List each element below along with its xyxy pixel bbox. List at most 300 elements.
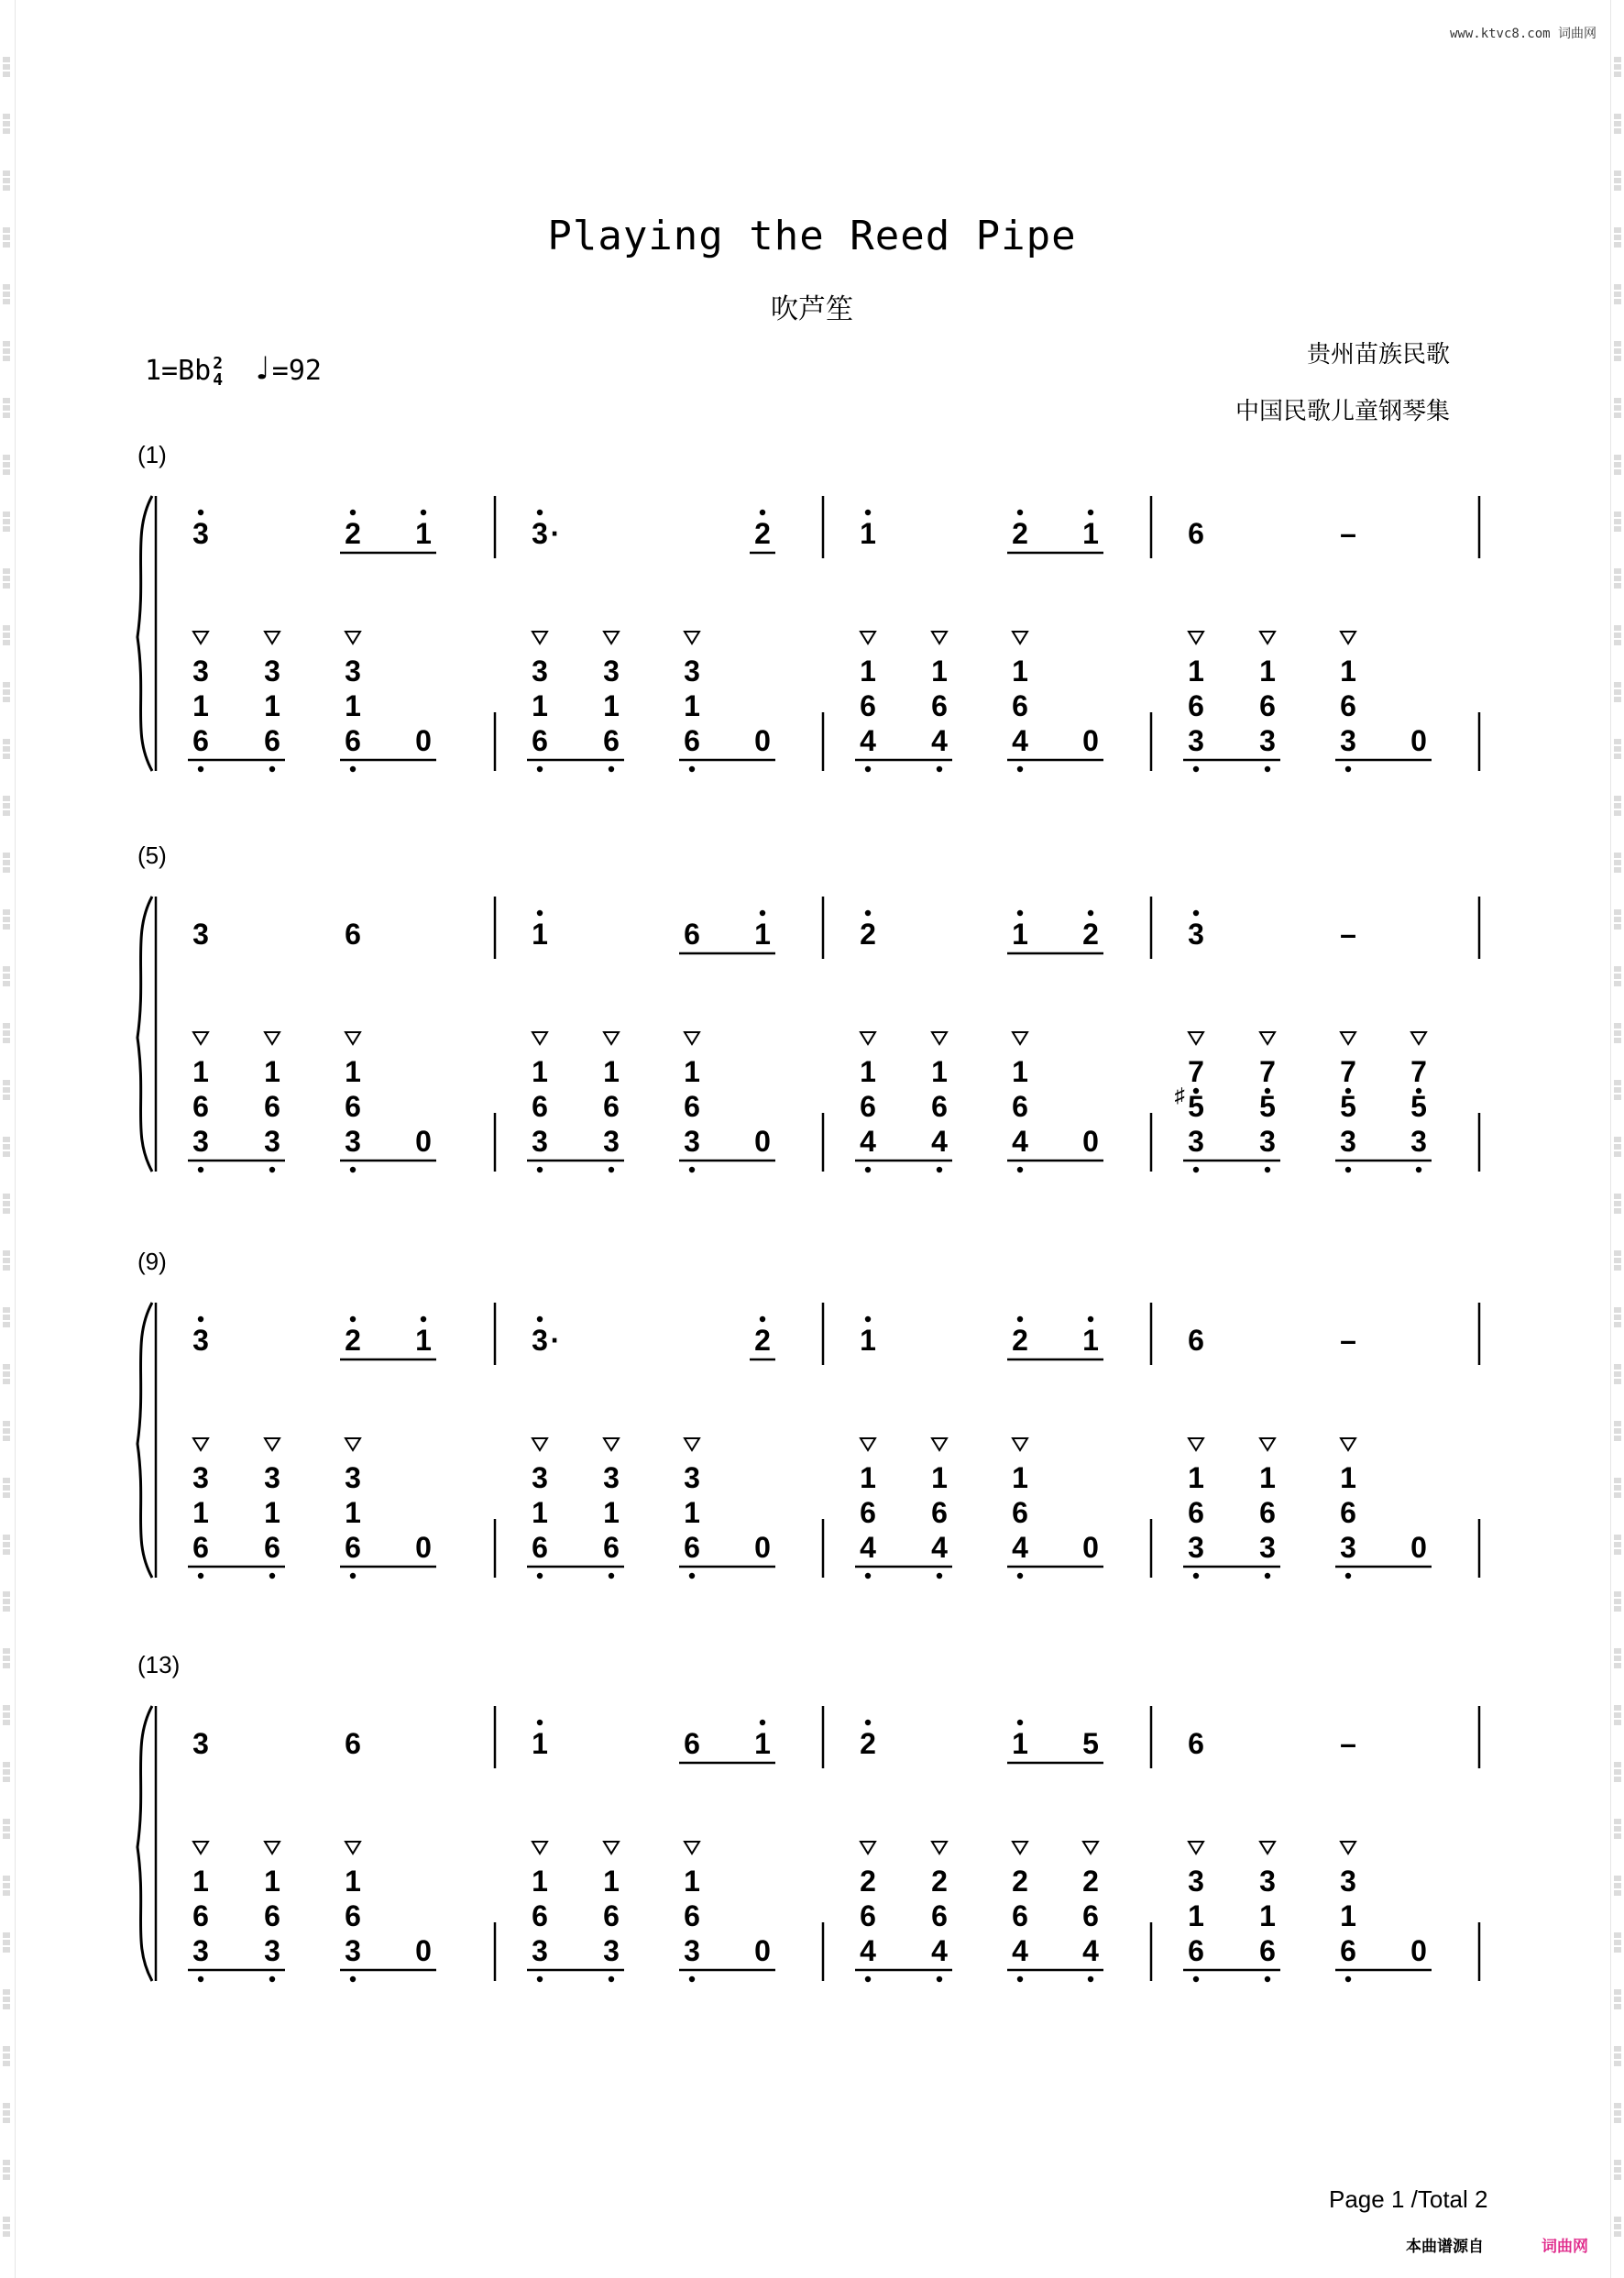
high-octave-dot: [1193, 910, 1199, 916]
low-octave-dot: [1265, 1573, 1270, 1579]
low-octave-dot: [269, 1976, 275, 1982]
song-collection: 中国民歌儿童钢琴集: [1234, 398, 1450, 425]
chord-note: 4: [1012, 1531, 1028, 1564]
chord-note: 6: [192, 1899, 209, 1932]
melody-note: 1: [1082, 517, 1099, 550]
accent-triangle-icon: [532, 1842, 547, 1854]
chord-note: 6: [532, 1899, 548, 1932]
accent-triangle-icon: [1341, 632, 1355, 644]
chord-note: 1: [860, 655, 876, 688]
melody-note: 3: [1188, 918, 1204, 951]
melody-note: 1: [532, 918, 548, 951]
chord-note: 6: [1340, 1496, 1356, 1529]
low-octave-dot: [1416, 1167, 1421, 1172]
accent-triangle-icon: [265, 632, 280, 644]
accent-triangle-icon: [1260, 1438, 1275, 1450]
accent-triangle-icon: [1189, 1438, 1203, 1450]
high-octave-dot: [537, 1316, 543, 1322]
low-octave-dot: [1265, 1167, 1270, 1172]
chord-note: 6: [684, 724, 700, 757]
low-octave-dot: [609, 766, 614, 772]
chord-note: 0: [415, 724, 432, 757]
accent-triangle-icon: [685, 1842, 699, 1854]
chord-note: 6: [345, 1899, 361, 1932]
chord-note: 4: [860, 1125, 876, 1158]
accent-triangle-icon: [1260, 1032, 1275, 1044]
chord-note: 3: [684, 1461, 700, 1494]
chord-note: 2: [931, 1865, 948, 1898]
chord-note: 1: [345, 1055, 361, 1088]
accent-triangle-icon: [532, 632, 547, 644]
chord-note: 6: [532, 724, 548, 757]
chord-note: 7: [1340, 1055, 1356, 1088]
accent-triangle-icon: [861, 1438, 875, 1450]
chord-note: 6: [860, 1090, 876, 1123]
chord-note: 0: [1082, 1531, 1099, 1564]
chord-note: 6: [1188, 1496, 1204, 1529]
chord-note: 6: [1188, 689, 1204, 722]
melody-note: 2: [345, 1324, 361, 1357]
chord-note: 3: [532, 1461, 548, 1494]
chord-note: 3: [603, 1934, 620, 1967]
chord-note: 6: [345, 1531, 361, 1564]
melody-note: 5: [1082, 1727, 1099, 1760]
chord-note: 6: [684, 1899, 700, 1932]
chord-note: 1: [264, 689, 280, 722]
melody-note: 6: [345, 918, 361, 951]
chord-note: 6: [1012, 689, 1028, 722]
chord-note: 6: [1340, 1934, 1356, 1967]
chord-note: 1: [603, 1496, 620, 1529]
accent-triangle-icon: [685, 632, 699, 644]
chord-note: 4: [1012, 1934, 1028, 1967]
chord-note: 3: [1340, 1865, 1356, 1898]
chord-note: 3: [345, 1125, 361, 1158]
chord-note: 1: [345, 689, 361, 722]
melody-note: 1: [1082, 1324, 1099, 1357]
high-octave-dot: [760, 1316, 765, 1322]
low-octave-dot: [269, 1167, 275, 1172]
chord-note: 5: [1340, 1090, 1356, 1123]
low-octave-dot: [689, 1573, 695, 1579]
chord-note: 3: [684, 1934, 700, 1967]
high-octave-dot: [865, 1720, 871, 1725]
chord-note: 0: [754, 1125, 771, 1158]
low-octave-dot: [689, 1167, 695, 1172]
low-octave-dot: [1345, 1573, 1351, 1579]
chord-note: 3: [1188, 1865, 1204, 1898]
low-octave-dot: [1345, 1976, 1351, 1982]
melody-note: 3: [532, 1324, 548, 1357]
chord-note: 3: [192, 1125, 209, 1158]
low-octave-dot: [198, 1976, 203, 1982]
low-octave-dot: [537, 1976, 543, 1982]
high-octave-dot: [1017, 910, 1023, 916]
chord-note: 6: [1012, 1899, 1028, 1932]
accent-triangle-icon: [1260, 632, 1275, 644]
chord-note: 1: [1259, 1899, 1276, 1932]
chord-note: 4: [860, 1934, 876, 1967]
chord-note: 1: [192, 689, 209, 722]
low-octave-dot: [1345, 766, 1351, 772]
chord-note: 4: [1012, 1125, 1028, 1158]
chord-note: 4: [931, 724, 948, 757]
chord-note: 2: [1012, 1865, 1028, 1898]
chord-note: 7: [1410, 1055, 1427, 1088]
chord-note: 6: [860, 1899, 876, 1932]
chord-note: 6: [603, 1531, 620, 1564]
high-octave-dot: [537, 510, 543, 515]
low-octave-dot: [1088, 1976, 1093, 1982]
low-octave-dot: [198, 766, 203, 772]
high-octave-dot: [865, 1316, 871, 1322]
measure-number: (1): [137, 441, 167, 468]
measure-number: (13): [137, 1651, 181, 1678]
measure-number: (5): [137, 842, 167, 869]
accent-triangle-icon: [1083, 1842, 1098, 1854]
chord-note: 0: [754, 1531, 771, 1564]
melody-note: 2: [860, 1727, 876, 1760]
chord-note: 1: [684, 689, 700, 722]
page-number: Page 1 /Total 2: [1329, 2185, 1488, 2213]
chord-note: 6: [264, 1531, 280, 1564]
accent-triangle-icon: [532, 1032, 547, 1044]
melody-note: 2: [754, 1324, 771, 1357]
chord-note: 3: [345, 1934, 361, 1967]
chord-note: 1: [931, 1055, 948, 1088]
chord-note: 6: [860, 689, 876, 722]
high-octave-dot: [1088, 910, 1093, 916]
accent-triangle-icon: [1260, 1842, 1275, 1854]
chord-note: 3: [345, 655, 361, 688]
accent-triangle-icon: [861, 1842, 875, 1854]
chord-note: 1: [345, 1496, 361, 1529]
chord-note: 1: [192, 1865, 209, 1898]
chord-note: 6: [532, 1090, 548, 1123]
chord-note: 6: [1259, 689, 1276, 722]
chord-note: 6: [192, 1090, 209, 1123]
low-octave-dot: [689, 766, 695, 772]
accent-triangle-icon: [346, 1438, 360, 1450]
low-octave-dot: [1017, 1976, 1023, 1982]
measure-number: (9): [137, 1248, 167, 1275]
time-signature-bottom: 4: [213, 369, 224, 390]
melody-note: 3: [192, 918, 209, 951]
low-octave-dot: [865, 1976, 871, 1982]
chord-note: 3: [192, 1934, 209, 1967]
accent-triangle-icon: [604, 1438, 619, 1450]
high-octave-dot: [1017, 1316, 1023, 1322]
chord-note: 1: [603, 1865, 620, 1898]
chord-note: 1: [264, 1865, 280, 1898]
melody-note: 3: [192, 1727, 209, 1760]
chord-note: 3: [192, 1461, 209, 1494]
chord-note: 3: [1259, 1531, 1276, 1564]
melody-note: –: [1340, 1324, 1356, 1357]
chord-note: 1: [1012, 1461, 1028, 1494]
chord-note: 1: [603, 689, 620, 722]
accent-triangle-icon: [861, 1032, 875, 1044]
melody-note: 1: [860, 517, 876, 550]
chord-note: 6: [345, 1090, 361, 1123]
low-octave-dot: [1017, 1573, 1023, 1579]
high-octave-dot: [350, 510, 356, 515]
melody-note: 6: [684, 1727, 700, 1760]
low-octave-dot: [937, 1573, 942, 1579]
chord-note: 2: [1082, 1865, 1099, 1898]
chord-note: 1: [532, 1055, 548, 1088]
chord-note: 3: [1259, 1125, 1276, 1158]
low-octave-dot: [1193, 1167, 1199, 1172]
chord-note: 1: [532, 1496, 548, 1529]
chord-note: 1: [264, 1055, 280, 1088]
chord-note: 0: [415, 1531, 432, 1564]
chord-note: 1: [931, 1461, 948, 1494]
low-octave-dot: [937, 1167, 942, 1172]
chord-note: 3: [192, 655, 209, 688]
low-octave-dot: [198, 1167, 203, 1172]
high-octave-dot: [760, 1720, 765, 1725]
low-octave-dot: [537, 1167, 543, 1172]
high-octave-dot: [865, 910, 871, 916]
low-octave-dot: [937, 1976, 942, 1982]
chord-note: 6: [860, 1496, 876, 1529]
chord-note: 1: [1340, 655, 1356, 688]
accent-triangle-icon: [685, 1032, 699, 1044]
chord-note: 6: [603, 724, 620, 757]
accent-triangle-icon: [1341, 1438, 1355, 1450]
chord-note: 1: [1340, 1899, 1356, 1932]
chord-note: 1: [532, 689, 548, 722]
chord-note: 3: [603, 1461, 620, 1494]
chord-note: 1: [1340, 1461, 1356, 1494]
low-octave-dot: [865, 766, 871, 772]
accent-triangle-icon: [346, 632, 360, 644]
chord-note: 3: [532, 1934, 548, 1967]
chord-note: 6: [603, 1899, 620, 1932]
chord-note: 1: [1012, 655, 1028, 688]
melody-note: 6: [345, 1727, 361, 1760]
melody-note: 3: [532, 517, 548, 550]
chord-note: 4: [1012, 724, 1028, 757]
augmentation-dot: ·: [550, 517, 561, 550]
accent-triangle-icon: [532, 1438, 547, 1450]
melody-note: 3: [192, 517, 209, 550]
chord-note: 1: [532, 1865, 548, 1898]
low-octave-dot: [609, 1573, 614, 1579]
melody-note: 1: [754, 1727, 771, 1760]
low-octave-dot: [865, 1167, 871, 1172]
low-octave-dot: [269, 766, 275, 772]
high-octave-dot: [865, 510, 871, 515]
chord-note: 1: [192, 1055, 209, 1088]
chord-note: 1: [684, 1865, 700, 1898]
chord-note: 5: [1410, 1090, 1427, 1123]
song-title: Playing the Reed Pipe: [547, 213, 1077, 259]
accent-triangle-icon: [932, 1842, 947, 1854]
chord-note: 6: [931, 1899, 948, 1932]
melody-note: 2: [1012, 1324, 1028, 1357]
high-octave-dot: [421, 1316, 426, 1322]
chord-note: 0: [1082, 1125, 1099, 1158]
chord-note: 3: [684, 655, 700, 688]
chord-note: 0: [1410, 1934, 1427, 1967]
chord-note: 7: [1188, 1055, 1204, 1088]
accent-triangle-icon: [1341, 1842, 1355, 1854]
chord-note: 0: [754, 1934, 771, 1967]
accent-triangle-icon: [1189, 632, 1203, 644]
accent-triangle-icon: [932, 632, 947, 644]
chord-note: 1: [1188, 1461, 1204, 1494]
low-octave-dot: [537, 1573, 543, 1579]
chord-note: 1: [684, 1496, 700, 1529]
melody-note: 6: [1188, 517, 1204, 550]
chord-note: 6: [1259, 1934, 1276, 1967]
high-octave-dot: [198, 510, 203, 515]
low-octave-dot: [865, 1573, 871, 1579]
chord-note: 6: [931, 1090, 948, 1123]
high-octave-dot: [1017, 1720, 1023, 1725]
chord-note: 0: [1410, 1531, 1427, 1564]
chord-note: 1: [1012, 1055, 1028, 1088]
chord-note: 3: [345, 1461, 361, 1494]
chord-note: 6: [1188, 1934, 1204, 1967]
low-octave-dot: [198, 1573, 203, 1579]
source-label: 本曲谱源自: [1406, 2238, 1484, 2255]
chord-note: 3: [1188, 1531, 1204, 1564]
chord-note: 3: [1340, 724, 1356, 757]
song-subtitle: 吹芦笙: [771, 293, 853, 325]
melody-note: 2: [345, 517, 361, 550]
chord-note: 4: [931, 1934, 948, 1967]
high-octave-dot: [537, 910, 543, 916]
accent-triangle-icon: [932, 1032, 947, 1044]
chord-note: 6: [192, 724, 209, 757]
low-octave-dot: [1265, 766, 1270, 772]
melody-note: 6: [1188, 1324, 1204, 1357]
chord-note: 3: [532, 1125, 548, 1158]
accent-triangle-icon: [932, 1438, 947, 1450]
accent-triangle-icon: [193, 1842, 208, 1854]
chord-note: 6: [931, 1496, 948, 1529]
chord-note: 1: [345, 1865, 361, 1898]
high-octave-dot: [350, 1316, 356, 1322]
low-octave-dot: [1017, 1167, 1023, 1172]
low-octave-dot: [937, 766, 942, 772]
accent-triangle-icon: [346, 1842, 360, 1854]
accent-triangle-icon: [1013, 1438, 1027, 1450]
accent-triangle-icon: [861, 632, 875, 644]
chord-note: 1: [1188, 1899, 1204, 1932]
chord-note: 3: [1340, 1531, 1356, 1564]
high-octave-dot: [1017, 510, 1023, 515]
melody-note: 2: [754, 517, 771, 550]
chord-note: 6: [264, 724, 280, 757]
chord-note: 3: [1188, 724, 1204, 757]
chord-note: 6: [603, 1090, 620, 1123]
chord-note: 5: [1259, 1090, 1276, 1123]
chord-note: 6: [931, 689, 948, 722]
chord-note: 3: [1259, 1865, 1276, 1898]
chord-note: 1: [1259, 1461, 1276, 1494]
chord-note: 6: [684, 1090, 700, 1123]
chord-note: 1: [192, 1496, 209, 1529]
site-url: www.ktvc8.com 词曲网: [1449, 27, 1597, 41]
low-octave-dot: [350, 766, 356, 772]
accent-triangle-icon: [1189, 1842, 1203, 1854]
low-octave-dot: [1345, 1167, 1351, 1172]
melody-note: 2: [1012, 517, 1028, 550]
chord-note: 6: [345, 724, 361, 757]
system-brace: [137, 1303, 152, 1578]
chord-note: 3: [264, 1934, 280, 1967]
chord-note: 0: [1410, 724, 1427, 757]
chord-note: 6: [1259, 1496, 1276, 1529]
low-octave-dot: [350, 1167, 356, 1172]
accent-triangle-icon: [1013, 1032, 1027, 1044]
high-octave-dot: [760, 910, 765, 916]
high-octave-dot: [537, 1720, 543, 1725]
chord-note: 6: [684, 1531, 700, 1564]
chord-note: 1: [603, 1055, 620, 1088]
melody-note: 3: [192, 1324, 209, 1357]
accent-triangle-icon: [1341, 1032, 1355, 1044]
chord-note: 7: [1259, 1055, 1276, 1088]
chord-note: 6: [192, 1531, 209, 1564]
chord-note: 6: [1340, 689, 1356, 722]
low-octave-dot: [350, 1573, 356, 1579]
key-signature: 1=Bb: [145, 355, 212, 387]
tempo-value: =92: [271, 355, 322, 387]
accent-triangle-icon: [604, 1032, 619, 1044]
chord-note: 6: [264, 1090, 280, 1123]
augmentation-dot: ·: [550, 1324, 561, 1357]
accent-triangle-icon: [265, 1842, 280, 1854]
high-octave-dot: [421, 510, 426, 515]
accent-triangle-icon: [1013, 1842, 1027, 1854]
accent-triangle-icon: [685, 1438, 699, 1450]
high-octave-dot: [760, 510, 765, 515]
accent-triangle-icon: [1189, 1032, 1203, 1044]
chord-note: 4: [860, 1531, 876, 1564]
chord-note: 6: [264, 1899, 280, 1932]
chord-note: 3: [1340, 1125, 1356, 1158]
high-octave-dot: [198, 1316, 203, 1322]
chord-note: 6: [532, 1531, 548, 1564]
chord-note: 3: [264, 655, 280, 688]
melody-note: 6: [684, 918, 700, 951]
accent-triangle-icon: [193, 632, 208, 644]
low-octave-dot: [1265, 1976, 1270, 1982]
chord-note: 4: [860, 724, 876, 757]
chord-note: 4: [931, 1125, 948, 1158]
chord-note: 0: [754, 724, 771, 757]
chord-note: 2: [860, 1865, 876, 1898]
accent-triangle-icon: [346, 1032, 360, 1044]
chord-note: 6: [1082, 1899, 1099, 1932]
melody-note: –: [1340, 918, 1356, 951]
chord-note: 0: [415, 1125, 432, 1158]
chord-note: 1: [1259, 655, 1276, 688]
sharp-sign: ♯: [1174, 1084, 1185, 1106]
brand-label: 词曲网: [1542, 2238, 1588, 2255]
chord-note: 3: [1259, 724, 1276, 757]
melody-note: 1: [415, 517, 432, 550]
accent-triangle-icon: [604, 632, 619, 644]
accent-triangle-icon: [265, 1032, 280, 1044]
low-octave-dot: [609, 1976, 614, 1982]
melody-note: –: [1340, 1727, 1356, 1760]
